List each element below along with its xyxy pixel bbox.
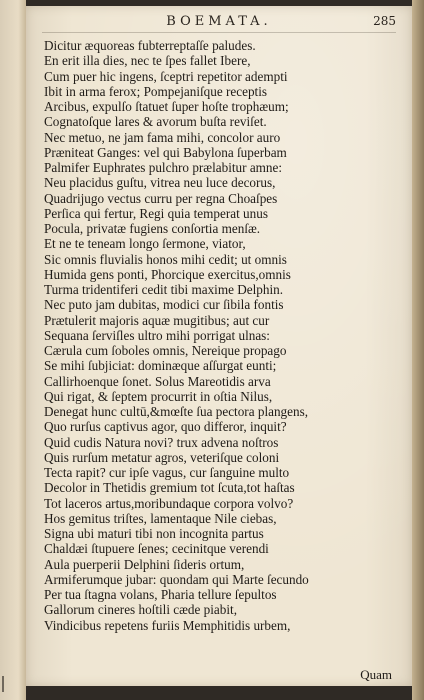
poem-line: Dicitur æquoreas fubterreptaſſe paludes. bbox=[44, 38, 256, 53]
poem-line: Cum puer hic ingens, ſceptri repetitor adempti bbox=[44, 68, 288, 84]
poem-line: Cognatoſque lares & avorum buſta reviſet. bbox=[44, 114, 267, 130]
running-title: BOEMATA. bbox=[166, 14, 272, 29]
poem-line: Nec metuo, ne jam fama mihi, concolor auro bbox=[44, 129, 281, 145]
poem-line: Quis rurſum metatur agros, veteriſque coloni bbox=[44, 449, 280, 465]
poem-line: Nec puto jam dubitas, modici cur ſibila fontis bbox=[44, 297, 284, 313]
header-rule bbox=[42, 32, 396, 33]
poem-line: Quo rurſus captivus agor, quo differor, inquit? bbox=[44, 419, 287, 435]
poem-line: Vindicibus repetens furiis Memphitidis urbem, bbox=[44, 617, 291, 633]
poem-text bbox=[44, 38, 400, 633]
poem-line: Chaldæi ſtupuere ſenes; cecinitque verendi bbox=[44, 541, 269, 557]
poem-line: Prætulerit majoris aquæ mugitibus; aut cur bbox=[44, 312, 270, 328]
poem-line: Pocula, privatæ fugiens conſortia menſæ. bbox=[44, 221, 261, 236]
poem-line: En erit illa dies, nec te ſpes fallet Ibere, bbox=[44, 53, 251, 69]
poem-line: Et ne te teneam longo ſermone, viator, bbox=[44, 236, 246, 252]
poem-line: Callirhoenque ſonet. Solus Mareotidis arva bbox=[44, 373, 271, 389]
poem-line: Arcibus, expulſo ſtatuet ſuper hoſte trophæum; bbox=[44, 99, 289, 114]
poem-line: Cærula cum ſoboles omnis, Nereique propago bbox=[44, 343, 287, 358]
poem-line: Hos gemitus triſtes, lamentaque Nile ciebas, bbox=[44, 510, 277, 526]
book-page bbox=[26, 6, 412, 686]
poem-line: Perſica qui fertur, Regi quia temperat unus bbox=[44, 205, 268, 221]
poem-line: Gallorum cineres hoſtili cæde piabit, bbox=[44, 602, 238, 618]
poem-line: Sequana ſerviſles ultro mihi porrigat ulnas: bbox=[44, 327, 270, 343]
poem-line: Sic omnis fluvialis honos mihi cedit; ut omnis bbox=[44, 251, 287, 267]
poem-line: Armiferumque jubar: quondam qui Marte ſecundo bbox=[44, 571, 309, 587]
poem-line: Tecta rapit? cur ipſe vagus, cur ſanguine multo bbox=[44, 465, 290, 480]
poem-line: Aula puerperii Delphini ſideris ortum, bbox=[44, 556, 245, 572]
poem-line: Signa ubi maturi tibi non incognita partus bbox=[44, 526, 264, 541]
page-header bbox=[26, 14, 412, 32]
poem-line: Quid cudis Natura novi? trux advena noſtros bbox=[44, 434, 279, 450]
poem-line: Se mihi ſubjiciat: dominæque aſſurgat eunti; bbox=[44, 358, 277, 374]
poem-line: Humida gens ponti, Phorcique exercitus,omnis bbox=[44, 266, 291, 282]
catchword: Quam bbox=[360, 667, 392, 682]
poem-line: Turma tridentiferi cedit tibi maxime Delphin. bbox=[44, 282, 284, 297]
poem-line: Tot laceros artus,moribundaque corpora volvo? bbox=[44, 495, 294, 511]
poem-line: Qui rigat, & ſeptem procurrit in oſtia Nilus, bbox=[44, 388, 273, 404]
poem-line: Neu placidus guſtu, vitrea neu luce decorus, bbox=[44, 175, 276, 191]
margin-mark bbox=[2, 676, 14, 692]
poem-line: Denegat hunc cultū,&mœſte ſua pectora plangens, bbox=[44, 404, 309, 419]
poem-line: Decolor in Thetidis gremium tot ſcuta,tot haſtas bbox=[44, 480, 295, 496]
page-number: 285 bbox=[373, 14, 396, 28]
poem-line: Palmifer Euphrates pulchro prælabitur amne: bbox=[44, 160, 283, 175]
poem-line: Præniteat Ganges: vel qui Babylona ſuperbam bbox=[44, 144, 287, 160]
left-page-gutter bbox=[0, 0, 26, 700]
poem-line: Ibit in arma ferox; Pompejaniſque receptis bbox=[44, 83, 268, 99]
poem-line: Quadrijugo vectus curru per regna Choaſpes bbox=[44, 190, 278, 206]
page-edge bbox=[412, 0, 424, 700]
poem-line: Per tua ſtagna volans, Pharia tellure ſepultos bbox=[44, 587, 277, 602]
